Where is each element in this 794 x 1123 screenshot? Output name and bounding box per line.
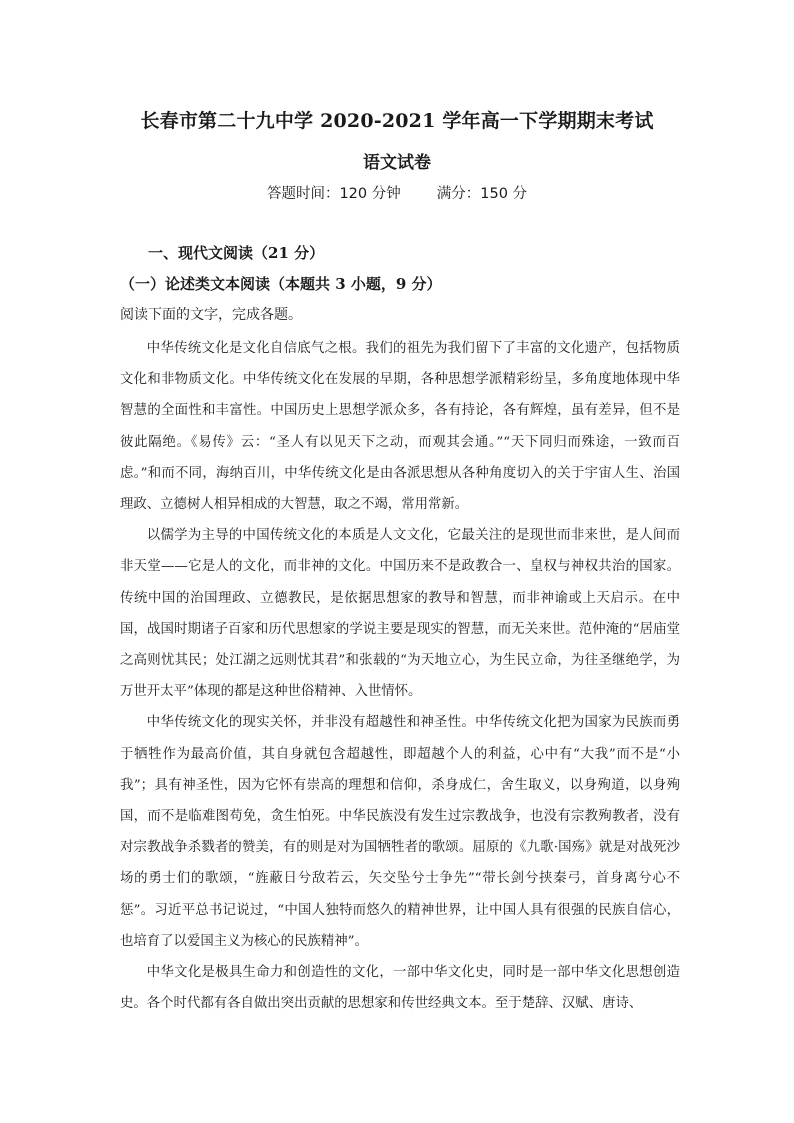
full-score: 满分：150 分	[436, 186, 528, 202]
exam-subject: 语文试卷	[363, 153, 431, 173]
subsection-heading: （一）论述类文本阅读（本题共 3 小题，9 分）	[120, 275, 442, 293]
time-limit: 答题时间：120 分钟	[266, 186, 401, 202]
exam-title: 长春市第二十九中学 2020-2021 学年高一下学期期末考试	[140, 110, 654, 132]
section-heading: 一、现代文阅读（21 分）	[148, 244, 325, 262]
passage-paragraph: 以儒学为主导的中国传统文化的本质是人文文化，它最关注的是现世而非来世，是人间而非天堂——它是人的文化，而非神的文化。中国历来不是政教合一、皇权与神权共治的国家。传统中国的治国理政、立德教民，是依据思想家的教导和智慧，而非神谕或上天启示。在中国，战国时期诸子百家和历代思想家的学说主要是现实的智慧，而无关来世。范仲淹的“居庙堂之高则忧其民；处江湖之远则忧其君”和张载的“为天地立心，为生民立命，为往圣继绝学，为万世开太平”体现的都是这种世俗精神、入世情怀。	[120, 528, 680, 700]
passage-paragraph: 中华文化是极具生命力和创造性的文化，一部中华文化史，同时是一部中华文化思想创造史。各个时代都有各自做出突出贡献的思想家和传世经典文本。至于楚辞、汉赋、唐诗、	[120, 965, 680, 1012]
passage-paragraph: 中华传统文化是文化自信底气之根。我们的祖先为我们留下了丰富的文化遗产，包括物质文化和非物质文化。中华传统文化在发展的早期，各种思想学派精彩纷呈，多角度地体现中华智慧的全面性和丰富性。中国历史上思想学派众多，各有持论，各有辉煌，虽有差异，但不是彼此隔绝。《易传》云：“圣人有以见天下之动，而观其会通。”“天下同归而殊途，一致而百虑。”和而不同，海纳百川，中华传统文化是由各派思想从各种角度切入的关于宇宙人生、治国理政、立德树人相异相成的大智慧，取之不竭，常用常新。	[120, 341, 680, 513]
passage-paragraph: 中华传统文化的现实关怀，并非没有超越性和神圣性。中华传统文化把为国家为民族而勇于牺牲作为最高价值，其自身就包含超越性，即超越个人的利益，心中有“大我”而不是“小我”；具有神圣性，因为它怀有崇高的理想和信仰，杀身成仁，舍生取义，以身殉道，以身殉国，而不是临难图苟免，贪生怕死。中华民族没有发生过宗教战争，也没有宗教殉教者，没有对宗教战争杀戮者的赞美，有的则是对为国牺牲者的歌颂。屈原的《九歌·国殇》就是对战死沙场的勇士们的歌颂，“旌蔽日兮敌若云，矢交坠兮士争先”“带长剑兮挟秦弓，首身离兮心不惩”。习近平总书记说过，“中国人独特而悠久的精神世界，让中国人具有很强的民族自信心，也培育了以爱国主义为核心的民族精神”。	[120, 715, 680, 949]
exam-meta	[0, 182, 794, 203]
reading-instruction: 阅读下面的文字，完成各题。	[120, 307, 302, 323]
reading-passage	[120, 333, 680, 1019]
